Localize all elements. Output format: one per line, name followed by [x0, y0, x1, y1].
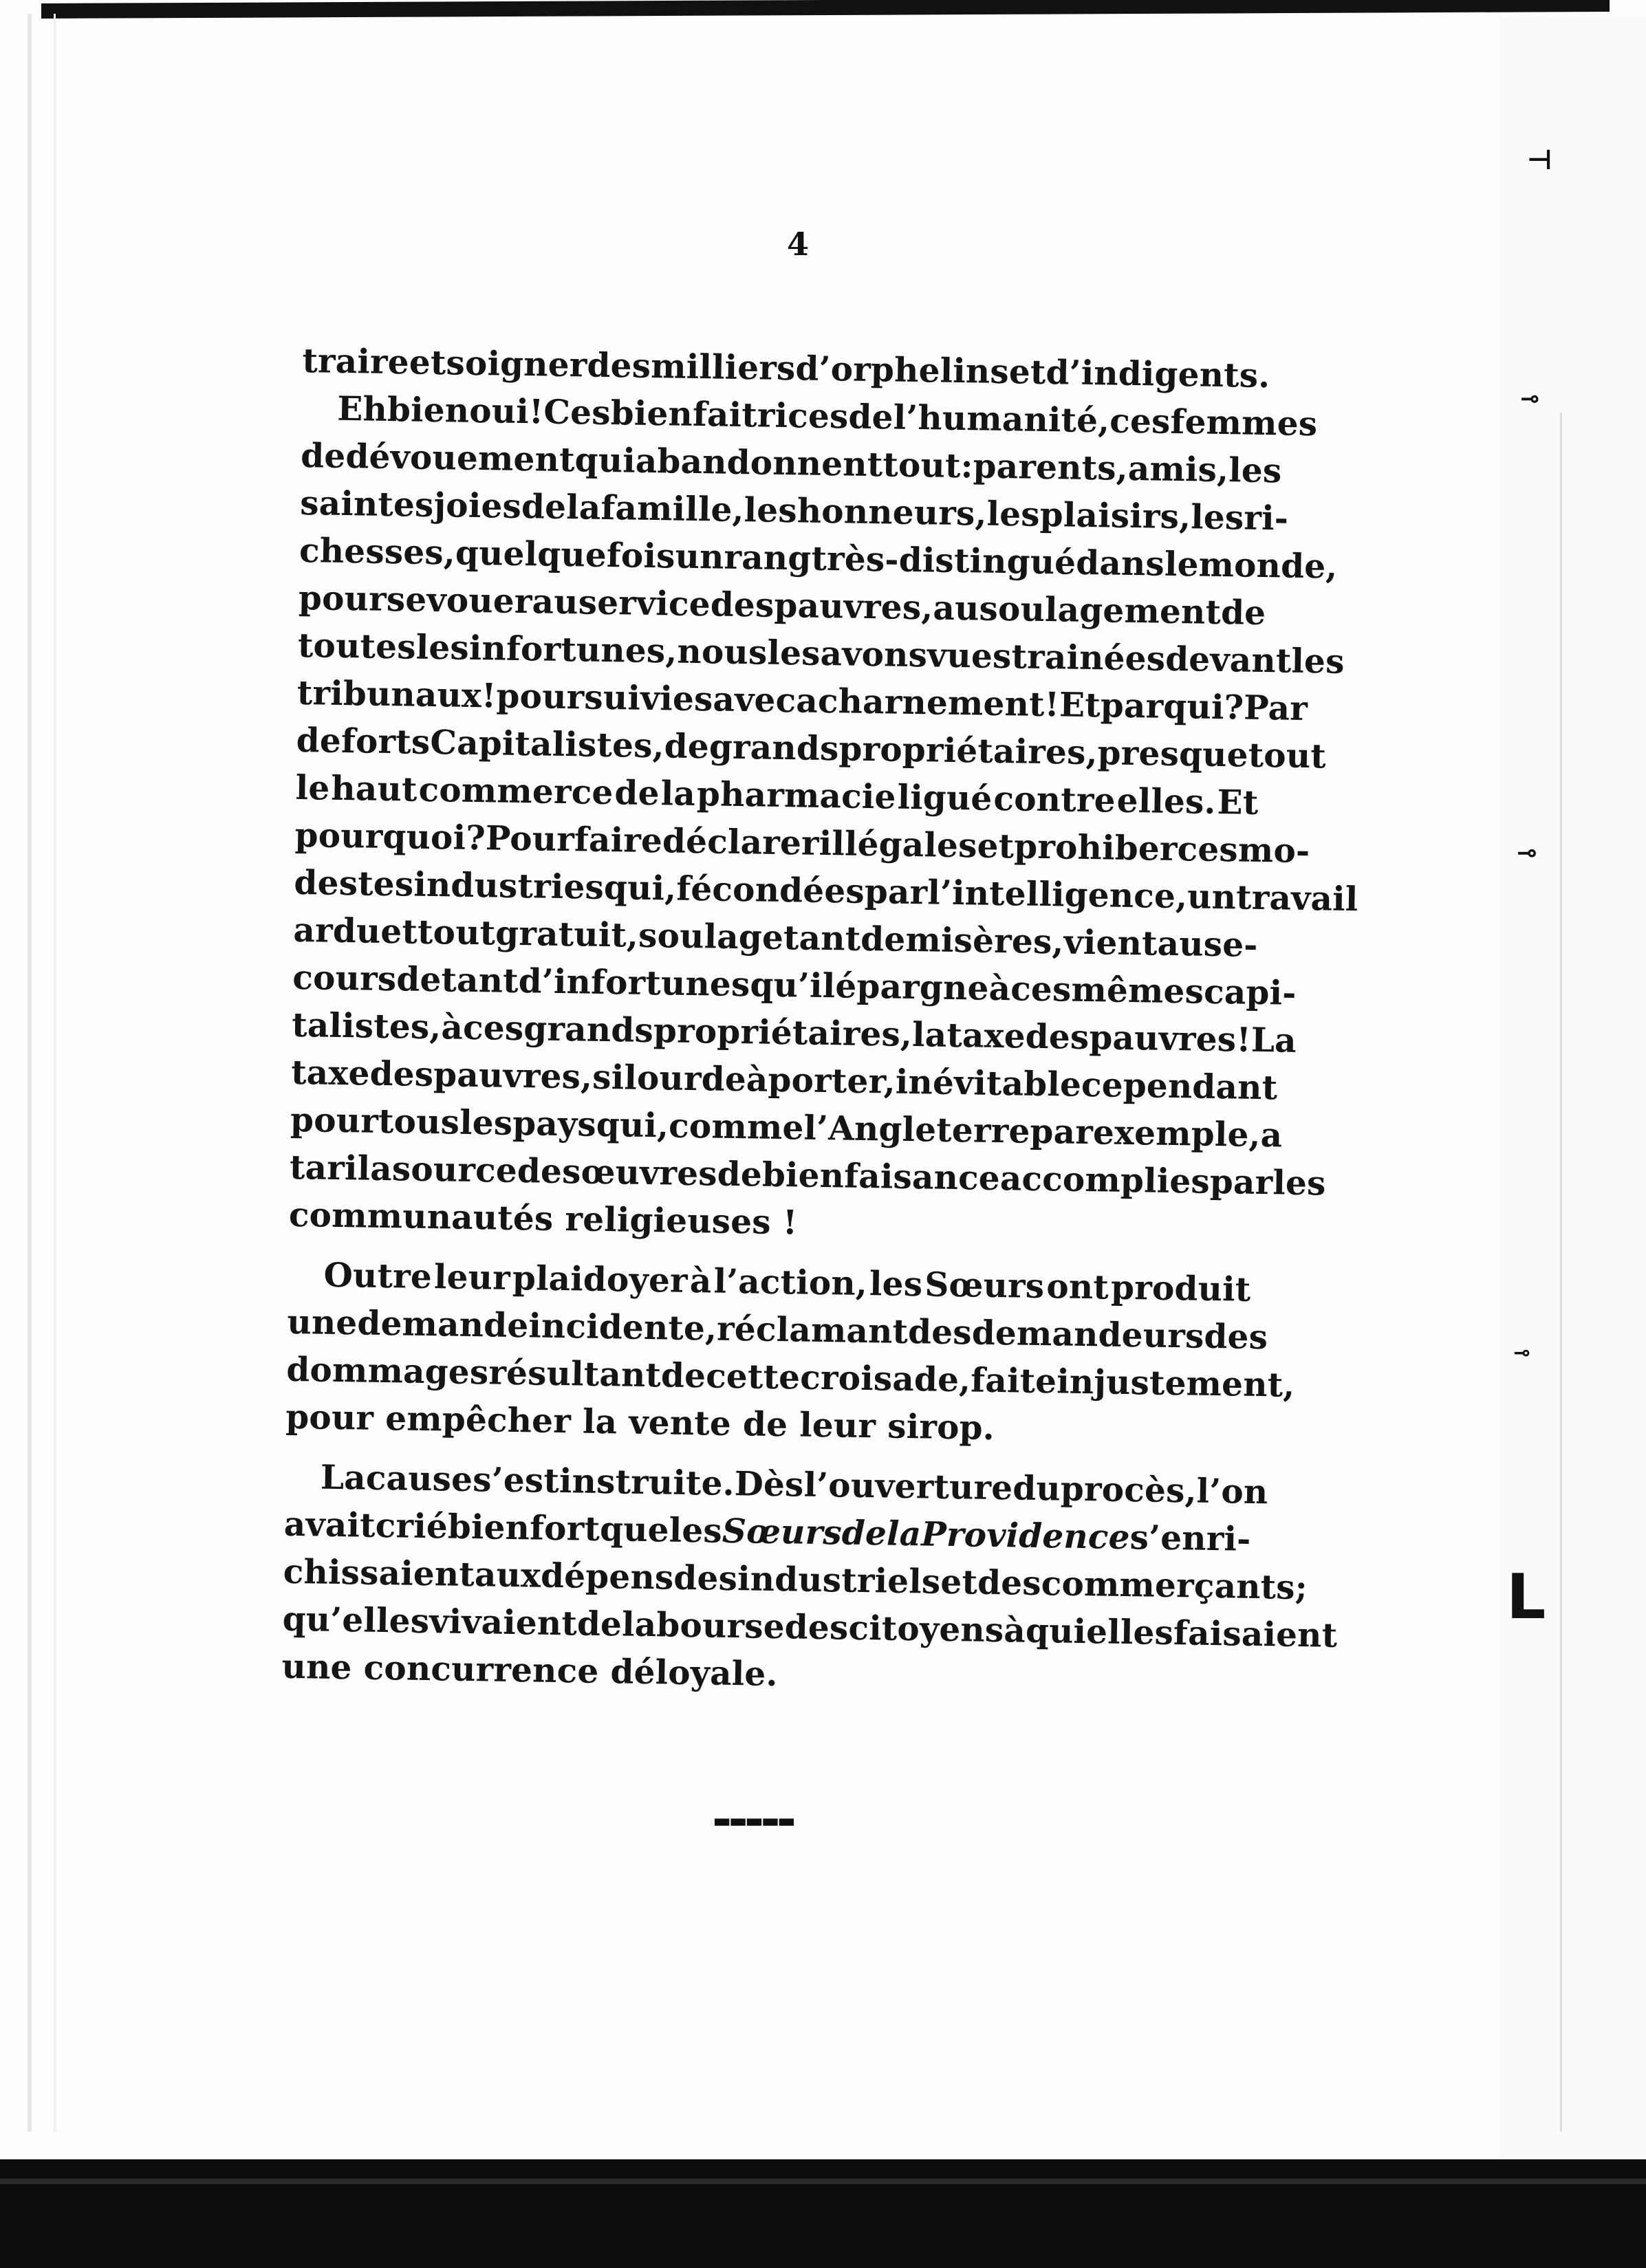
text-line: le haut commerce de la pharmacie ligué contre elles. Et	[295, 767, 1259, 822]
text-line: traire et soigner des milliers d’orphelins et d’indigents.	[302, 340, 1270, 396]
text-line: de dévouement qui abandonnent tout : parents, amis, les	[300, 435, 1282, 491]
bottom-scan-edge	[0, 2159, 1646, 2268]
text-line: de forts Capitalistes, de grands propriétaires, presque tout	[296, 720, 1327, 776]
text-line: toutes les infortunes, nous les avons vues trainées devant les	[297, 625, 1345, 682]
text-line: Eh bien oui ! Ces bienfaitrices de l’humanité, ces femmes	[336, 389, 1318, 444]
text-line: avait crié bien fort que les Sœurs de la Providence s’enri-	[283, 1504, 1251, 1559]
margin-mark: ⊸	[1520, 385, 1540, 413]
left-page-fold-inner	[54, 14, 56, 2132]
margin-mark: ⊸	[1513, 1341, 1531, 1365]
body-text	[281, 337, 1358, 1705]
end-ornament: ▬▬▬▬▬	[713, 1809, 794, 1832]
text-line: pour empêcher la vente de leur sirop.	[285, 1397, 995, 1448]
left-page-fold	[28, 14, 32, 2132]
text-line: cours de tant d’infortunes qu’il épargne à ces mêmes capi-	[292, 957, 1297, 1013]
text-line: chesses, quelquefois un rang très-distingué dans le monde,	[299, 530, 1338, 587]
right-margin-strip	[1499, 17, 1646, 2159]
margin-mark: L	[1506, 1561, 1546, 1633]
text-line: qu’elles vivaient de la bourse des citoyens à qui elles faisaient	[282, 1599, 1338, 1655]
text-line: une concurrence déloyale.	[281, 1646, 779, 1694]
text-line: Outre leur plaidoyer à l’action, les Sœurs ont produit	[323, 1255, 1251, 1309]
text-line: saintes joies de la famille, les honneurs, les plaisirs, les ri-	[299, 483, 1289, 538]
text-line: tribunaux ! poursuivies avec acharnement ! Et par qui ? Par	[296, 673, 1308, 729]
text-line: dommages résultant de cette croisade, faite injustement,	[285, 1349, 1295, 1405]
top-scan-edge	[41, 0, 1610, 19]
text-line: talistes, à ces grands propriétaires, la taxe des pauvres ! La	[291, 1005, 1297, 1060]
text-line: taxe des pauvres, si lourde à porter, inévitable cependant	[290, 1052, 1278, 1108]
text-line: pour se vouer au service des pauvres, au soulagement de	[298, 578, 1266, 633]
text-line: destes industries qui, fécondées par l’intelligence, un travail	[294, 862, 1358, 919]
text-line: chissaient aux dépens des industriels et des commerçants ;	[283, 1551, 1308, 1608]
margin-mark: ⊸	[1517, 839, 1538, 867]
binding-line	[1560, 413, 1562, 2132]
text-line: tari la source des œuvres de bienfaisance accomplies par les	[289, 1147, 1327, 1203]
text-line: ardu et tout gratuit, soulage tant de misères, vient au se-	[293, 910, 1259, 965]
text-line: pourquoi ? Pour faire déclarer illégales et prohiber ces mo-	[294, 815, 1310, 871]
page-number: 4	[786, 226, 809, 263]
text-line: pour tous les pays qui, comme l’Angleterre par exemple, a	[290, 1100, 1283, 1155]
text-line: communautés religieuses !	[288, 1195, 798, 1243]
text-line: La cause s’est instruite. Dès l’ouverture du procès, l’on	[320, 1457, 1268, 1512]
margin-mark: ⊣	[1527, 144, 1552, 176]
text-line: une demande incidente, réclamant des demandeurs des	[287, 1302, 1268, 1357]
